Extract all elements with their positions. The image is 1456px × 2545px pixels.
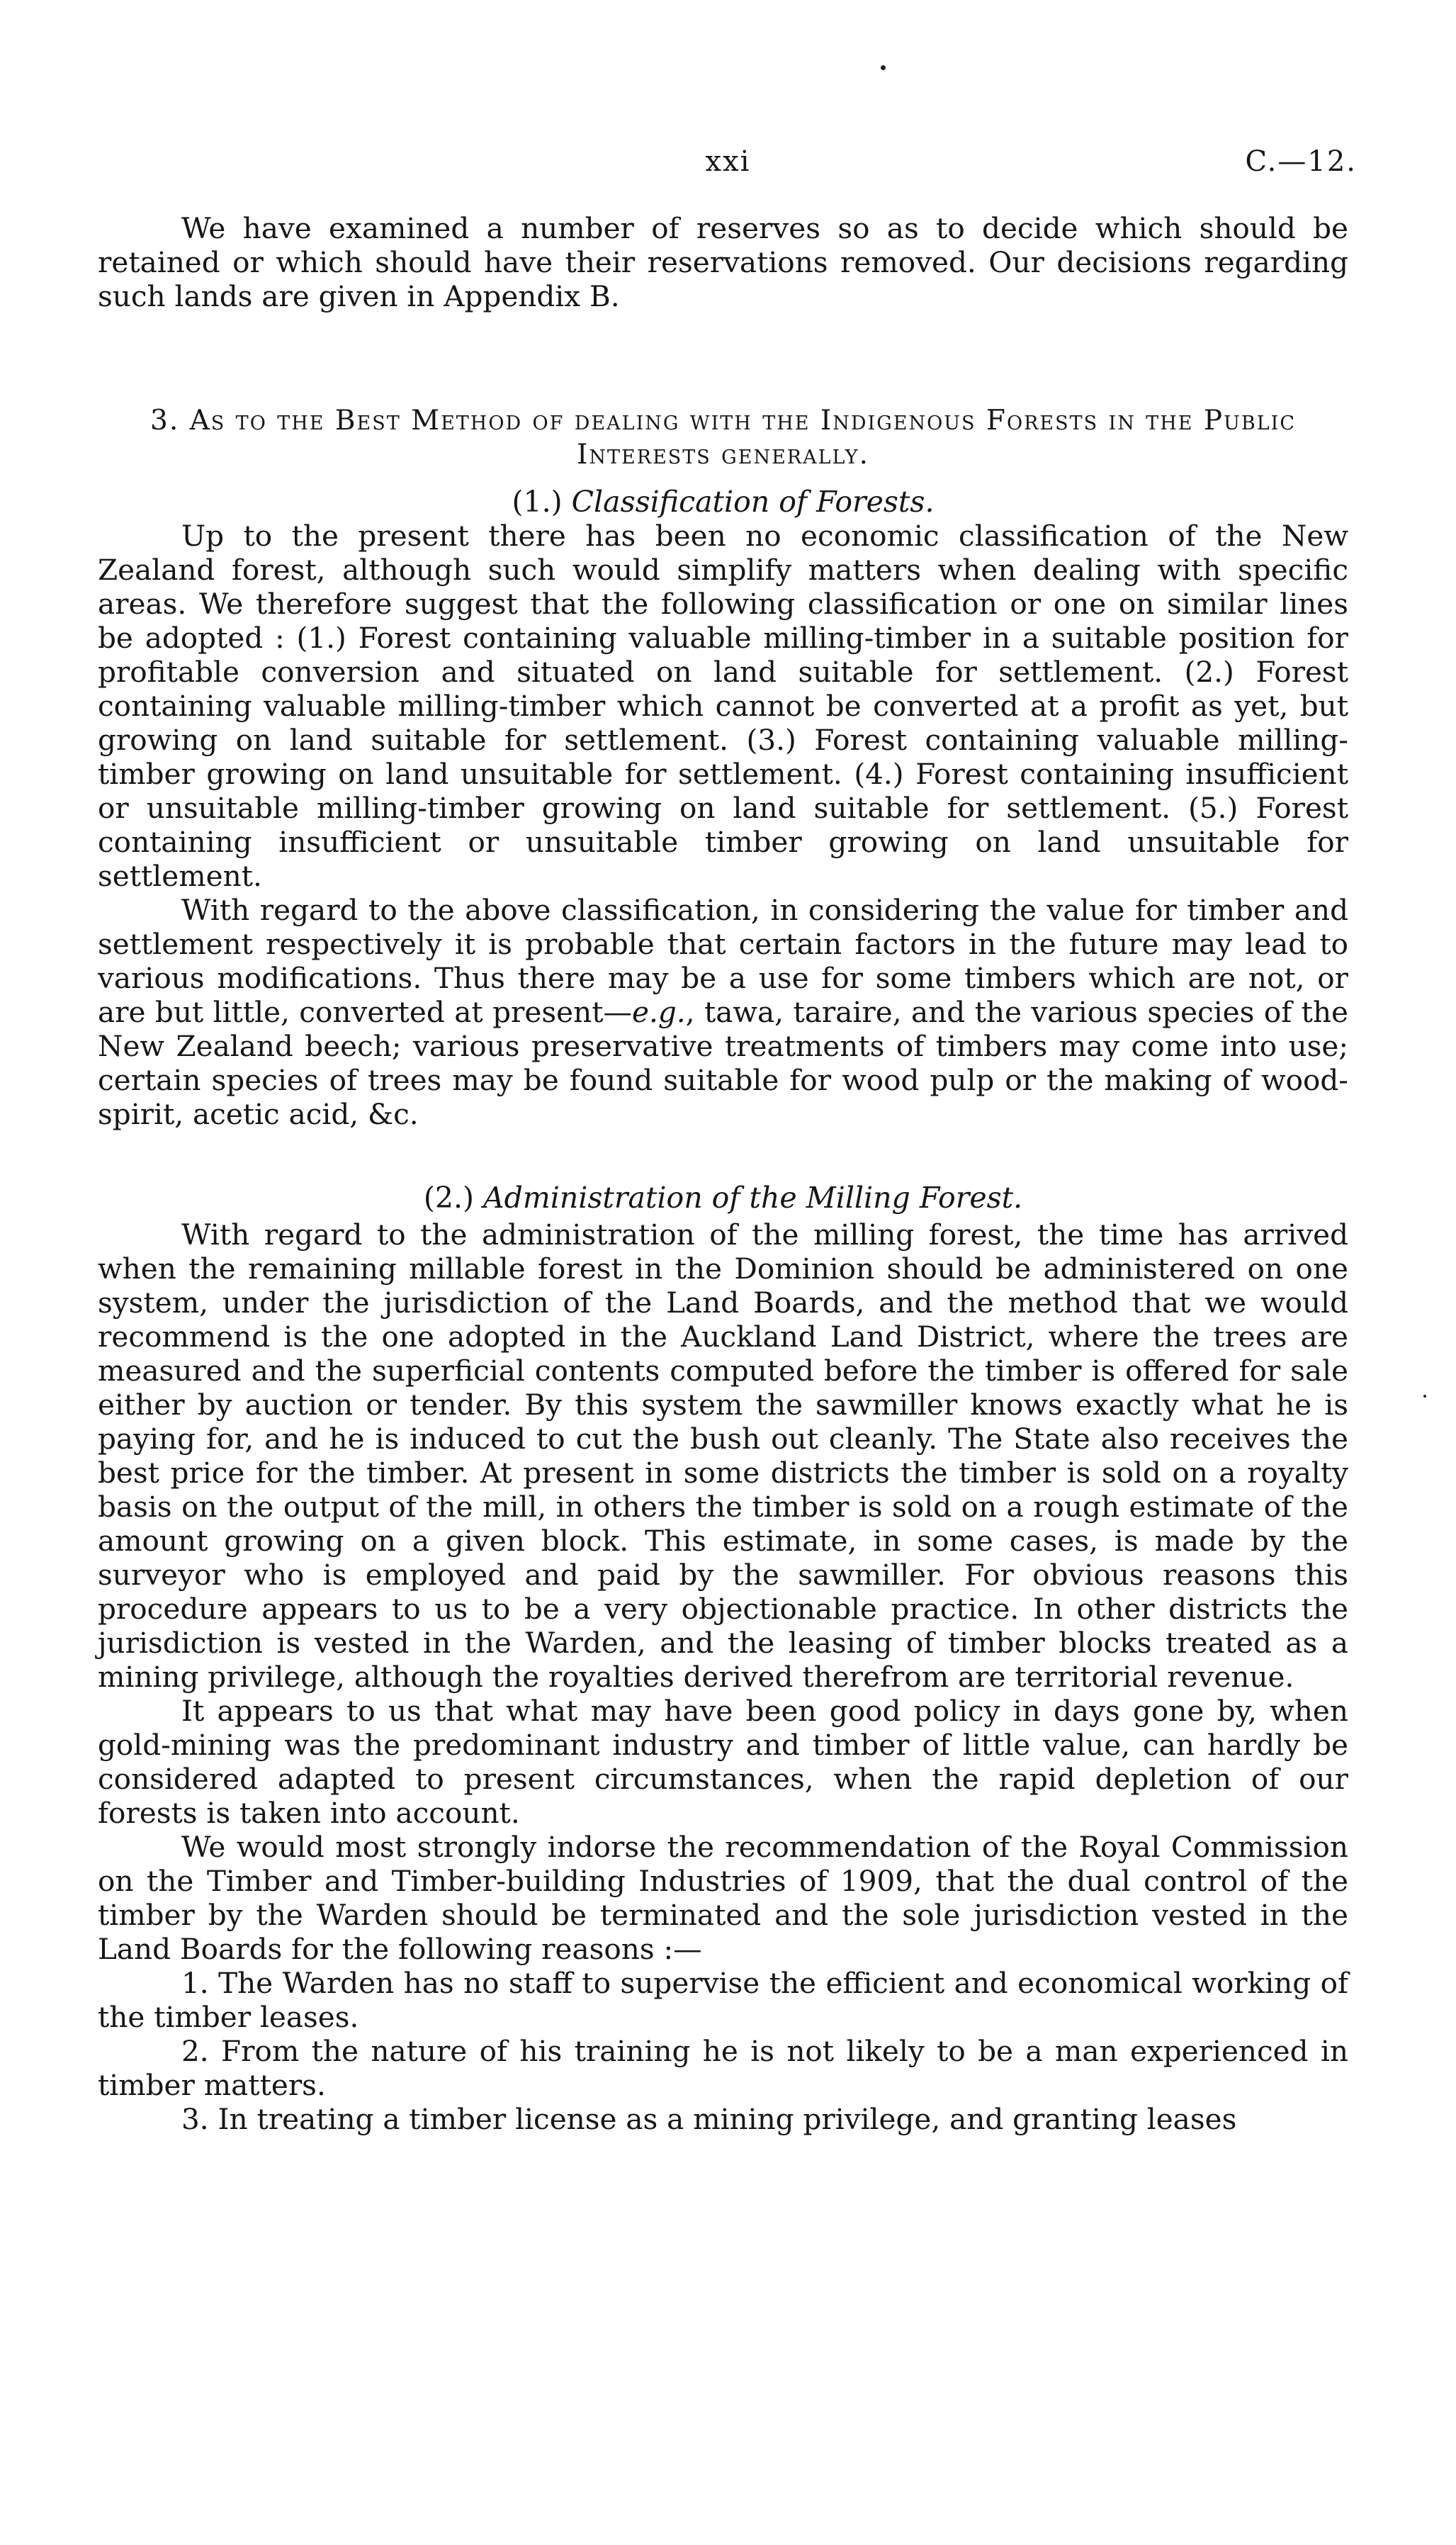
document-reference: C.—12. [1245,145,1357,178]
subsection-title: Administration of the Milling Forest. [483,1181,1023,1215]
subsection-number: (2.) [423,1181,474,1215]
page-number: xxi [705,145,751,178]
scan-speck [881,65,886,70]
recommendation-paragraph: We would most strongly indorse the recommendation of the Royal Commission on the Timber and Timber-building Industries of 1909, that the dual control of the timber by the Warden should be terminated and the sole jurisdiction vested in the Land Boards for the following reasons :— [98,1830,1348,1966]
paragraph-text: , tawa, taraire, and the various species of the New Zealand beech; various preservative treatments of timbers may come into use; certain species of trees may be found suitable for wood pulp or the making of wood-spirit, acetic acid, &c. [98,995,1348,1131]
scan-speck [1423,1395,1426,1398]
policy-paragraph: It appears to us that what may have been good policy in days gone by, when gold-mining was the predominant industry and timber of little value, can hardly be considered adapted to present circumstances, when the rapid depletion of our forests is taken into account. [98,1694,1348,1830]
classification-paragraph: Up to the present there has been no economic classification of the New Zealand forest, although such would simplify matters when dealing with specific areas. We therefore suggest that the following classification or one on similar lines be adopted : (1.) Forest containing valuable milling-timber in a suitable position for profitable conversion and situated on land suitable for settlement. (2.) Forest containing valuable milling-timber which cannot be converted at a profit as yet, but growing on land suitable for settlement. (3.) Forest containing valuable milling-timber growing on land unsuitable for settlement. (4.) Forest containing insufficient or unsuitable milling-timber growing on land suitable for settlement. (5.) Forest containing insufficient or unsuitable timber growing on land unsuitable for settlement. [98,519,1348,893]
subsection-number: (1.) [512,485,563,519]
modifications-paragraph [98,893,1348,1131]
page-body [98,211,1348,2136]
section-heading [98,404,1348,472]
reason-item: 2. From the nature of his training he is not likely to be a man experienced in timber matters. [98,2034,1348,2102]
subsection-title: Classification of Forests. [571,485,935,519]
reason-item: 1. The Warden has no staff to supervise the efficient and economical working of the timber leases. [98,1966,1348,2034]
reason-item: 3. In treating a timber license as a mining privilege, and granting leases [181,2102,1237,2136]
section-number: 3. [150,405,180,437]
italic-abbreviation: e.g. [631,995,686,1029]
paragraph-text: With regard to the above classification, in considering the value for timber and settlement respectively it is probable that certain factors in the future may lead to various modifications. Thus there may be a use for some timbers which are not, or are but little, converted at present— [98,893,1348,1029]
intro-paragraph: We have examined a number of reserves so as to decide which should be retained or which should have their reservations removed. Our decisions regarding such lands are given in Appendix B. [98,211,1348,313]
section-title: As to the Best Method of dealing with the Indigenous Forests in the Public Interests generally. [189,405,1296,471]
administration-paragraph: With regard to the administration of the milling forest, the time has arrived when the remaining millable forest in the Dominion should be administered on one system, under the jurisdiction of the Land Boards, and the method that we would recommend is the one adopted in the Auckland Land District, where the trees are measured and the superficial contents computed before the timber is offered for sale either by auction or tender. By this system the sawmiller knows exactly what he is paying for, and he is induced to cut the bush out cleanly. The State also receives the best price for the timber. At present in some districts the timber is sold on a royalty basis on the output of the mill, in others the timber is sold on a rough estimate of the amount growing on a given block. This estimate, in some cases, is made by the surveyor who is employed and paid by the sawmiller. For obvious reasons this procedure appears to us to be a very objectionable practice. In other districts the jurisdiction is vested in the Warden, and the leasing of timber blocks treated as a mining privilege, although the royalties derived therefrom are territorial revenue. [98,1218,1348,1694]
subsection-heading-administration [98,1181,1348,1215]
running-header [99,145,1357,188]
subsection-heading-classification [98,485,1348,519]
